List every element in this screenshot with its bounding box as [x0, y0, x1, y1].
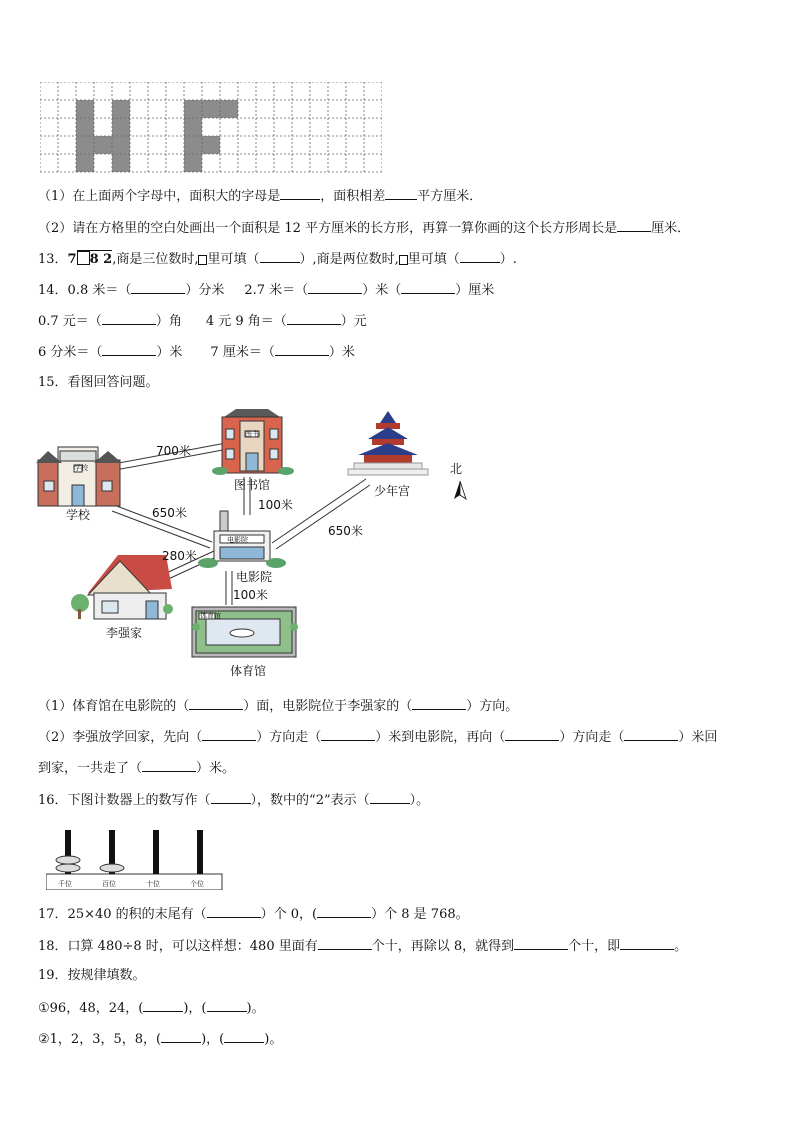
q19-row1 — [38, 998, 265, 1018]
library-building — [212, 409, 294, 475]
q17-text: 17．25×40 的积的末尾有（ — [38, 907, 207, 922]
q14-text: ）米 — [156, 345, 183, 360]
q14-text: 14．0.8 米＝（ — [38, 283, 132, 298]
q18-text: 个十，即 — [568, 939, 621, 954]
q16-text: ），数中的“2”表示（ — [250, 793, 370, 808]
q13-number: 13． — [38, 252, 68, 267]
q14-text: 0.7 元＝（ — [38, 314, 102, 329]
library-sign: 图书 — [245, 430, 259, 438]
q12-p1-text3: 平方厘米． — [417, 189, 483, 204]
q13-dividend: 8 2 — [89, 252, 113, 267]
cinema-sign: 电影院 — [227, 536, 248, 544]
q19-text: )，( — [183, 1001, 207, 1016]
q19-row2 — [38, 1029, 282, 1049]
home-building — [71, 555, 173, 619]
answer-blank[interactable] — [412, 696, 466, 710]
q14-text: ）角 — [155, 314, 182, 329]
q12-part1 — [38, 186, 482, 206]
q19-text: )。 — [246, 1001, 265, 1016]
gym-label: 体育馆 — [230, 664, 267, 678]
distance-label: 280米 — [162, 549, 197, 563]
q13-text: 里可填（ — [207, 252, 260, 267]
q15-title: 15．看图回答问题。 — [38, 375, 159, 390]
box-icon — [77, 251, 90, 265]
abacus-bead — [56, 864, 80, 872]
counter-abacus — [46, 828, 226, 890]
q12-p1-text: （1）在上面两个字母中，面积大的字母是 — [38, 189, 281, 204]
distance-label: 650米 — [328, 524, 363, 538]
answer-blank[interactable] — [514, 936, 568, 950]
answer-blank[interactable] — [620, 936, 674, 950]
q14-text: 4 元 9 角＝（ — [205, 314, 287, 329]
answer-blank[interactable] — [505, 727, 559, 741]
q13 — [38, 249, 517, 269]
q15-part2 — [38, 727, 717, 747]
q15-text: ）方向走（ — [256, 730, 322, 745]
q18-text: 18．口算 480÷8 时，可以这样想：480 里面有 — [38, 939, 318, 954]
answer-blank[interactable] — [102, 311, 156, 325]
q14-text: ）元 — [340, 314, 367, 329]
q13-text: 里可填（ — [407, 252, 460, 267]
answer-blank[interactable] — [260, 249, 300, 263]
abacus-rod — [153, 830, 159, 874]
answer-blank[interactable] — [401, 280, 455, 294]
school-building — [36, 447, 122, 506]
q14-text: 6 分米＝（ — [38, 345, 103, 360]
answer-blank[interactable] — [207, 904, 261, 918]
q19-text: ②1，2，3，5，8，( — [38, 1032, 162, 1047]
school-sign: 学校 — [74, 464, 88, 472]
q14-text: 2.7 米＝（ — [244, 283, 309, 298]
cinema-label: 电影院 — [236, 570, 273, 584]
q15-text: ）方向。 — [466, 699, 519, 714]
answer-blank[interactable] — [224, 1029, 264, 1043]
q15-text: （1）体育馆在电影院的（ — [38, 699, 190, 714]
q14-row3 — [38, 342, 355, 362]
north-label: 北 — [450, 462, 463, 476]
abacus-place-label: 个位 — [190, 880, 204, 888]
distance-label: 650米 — [152, 506, 187, 520]
q18-text: 。 — [674, 939, 688, 954]
q14-row1 — [38, 280, 494, 300]
distance-label: 100米 — [233, 588, 268, 602]
q13-text: ）. — [499, 252, 517, 267]
q14-row2 — [38, 311, 367, 331]
abacus-bead — [56, 856, 80, 864]
gym-building — [192, 607, 298, 657]
answer-blank[interactable] — [142, 758, 196, 772]
answer-blank[interactable] — [370, 790, 410, 804]
q12-p2-text2: 厘米． — [651, 221, 691, 236]
q12-p1-text2: ，面积相差 — [320, 189, 386, 204]
q18-text: 个十，再除以 8，就得到 — [371, 939, 515, 954]
answer-blank[interactable] — [131, 280, 185, 294]
q17-text: ）个 8 是 768。 — [371, 907, 469, 922]
answer-blank[interactable] — [321, 727, 375, 741]
q12-part2 — [38, 218, 690, 238]
q19-text: ①96，48，24，( — [38, 1001, 144, 1016]
q16-text: ）。 — [409, 793, 430, 808]
answer-blank[interactable] — [161, 1029, 201, 1043]
answer-blank[interactable] — [202, 727, 256, 741]
answer-blank[interactable] — [318, 936, 372, 950]
cinema-building — [198, 511, 286, 568]
q16-text: 16．下图计数器上的数写作（ — [38, 793, 211, 808]
north-arrow-icon — [454, 481, 466, 499]
q19-title: 19．按规律填数。 — [38, 968, 146, 983]
box-icon — [399, 255, 408, 265]
q15-text: 到家，一共走了（ — [38, 761, 143, 776]
answer-blank[interactable] — [460, 249, 500, 263]
q14-text: ）分米 — [185, 283, 225, 298]
q14-text: ）米（ — [362, 283, 402, 298]
answer-blank[interactable] — [102, 342, 156, 356]
q17-text: ）个 0，( — [260, 907, 318, 922]
answer-blank[interactable] — [385, 186, 417, 200]
q12-p2-text: （2）请在方格里的空白处画出一个面积是 12 平方厘米的长方形，再算一算你画的这个长方形周长是 — [38, 221, 618, 236]
library-label: 图书馆 — [234, 478, 271, 492]
answer-blank[interactable] — [308, 280, 362, 294]
answer-blank[interactable] — [617, 218, 651, 232]
q15-part1 — [38, 696, 518, 716]
q14-text: ）厘米 — [455, 283, 495, 298]
abacus-rod — [197, 830, 203, 874]
palace-label: 少年宫 — [374, 484, 411, 498]
q15-text: ）面，电影院位于李强家的（ — [243, 699, 413, 714]
school-label: 学校 — [66, 508, 91, 522]
q13-text: ,商是三位数时, — [112, 252, 199, 267]
answer-blank[interactable] — [317, 904, 371, 918]
q14-text: ）米 — [328, 345, 355, 360]
abacus-place-label: 千位 — [58, 880, 72, 888]
q19-text: )，( — [201, 1032, 225, 1047]
answer-blank[interactable] — [624, 727, 678, 741]
home-label: 李强家 — [106, 626, 143, 640]
gym-sign: 体育馆 — [200, 612, 221, 620]
q14-text: 7 厘米＝（ — [210, 345, 275, 360]
q15-text: ）米回 — [678, 730, 718, 745]
answer-blank[interactable] — [143, 998, 183, 1012]
letter-grid — [40, 82, 382, 176]
q15-text: ）米到电影院，再向（ — [375, 730, 506, 745]
answer-blank[interactable] — [189, 696, 243, 710]
q13-text: ）,商是两位数时, — [299, 252, 399, 267]
q17 — [38, 904, 469, 924]
abacus-bead — [100, 864, 124, 872]
q15-text: （2）李强放学回家，先向（ — [38, 730, 203, 745]
palace-building — [348, 411, 428, 475]
answer-blank[interactable] — [275, 342, 329, 356]
route-map — [36, 405, 476, 683]
q15-text: ）米。 — [196, 761, 236, 776]
abacus-place-label: 百位 — [102, 880, 116, 888]
answer-blank[interactable] — [207, 998, 247, 1012]
answer-blank[interactable] — [211, 790, 251, 804]
distance-label: 700米 — [156, 444, 191, 458]
q19-text: )。 — [264, 1032, 283, 1047]
q15-text: ）方向走（ — [559, 730, 625, 745]
q15-part2-cont — [38, 758, 235, 778]
abacus-place-label: 十位 — [146, 880, 160, 888]
answer-blank[interactable] — [287, 311, 341, 325]
answer-blank[interactable] — [280, 186, 320, 200]
q13-divisor: 7 — [67, 252, 77, 267]
q18 — [38, 936, 687, 956]
q16 — [38, 790, 429, 810]
distance-label: 100米 — [258, 498, 293, 512]
